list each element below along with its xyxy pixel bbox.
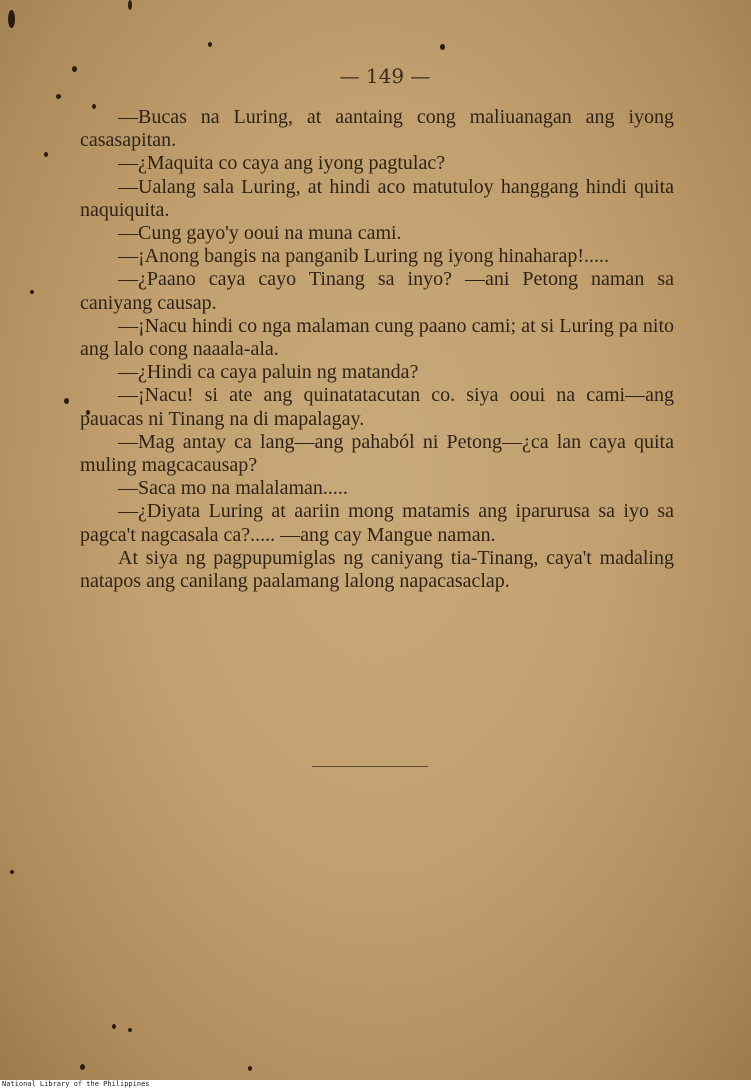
- paragraph: —Bucas na Luring, at aantaing cong maliuanagan ang iyong casasapitan.: [80, 106, 674, 152]
- page-number: — 149 —: [339, 64, 431, 88]
- ink-spot: [8, 10, 15, 28]
- ink-spot: [112, 1024, 116, 1029]
- ink-spot: [10, 870, 14, 874]
- ink-spot: [440, 44, 445, 50]
- paragraph: —¿Diyata Luring at aariin mong matamis ang iparurusa sa iyo sa pagca't nagcasala ca?..... —ang cay Mangue naman.: [80, 500, 674, 546]
- ink-spot: [128, 0, 132, 10]
- paragraph: —¡Anong bangis na panganib Luring ng iyong hinaharap!.....: [118, 245, 610, 268]
- paragraph: At siya ng pagpupumiglas ng caniyang tia-Tinang, caya't madaling natapos ang canilang paalamang lalong napacasaclap.: [80, 546, 674, 593]
- paragraph: —¿Maquita co caya ang iyong pagtulac?: [118, 152, 446, 175]
- ink-spot: [64, 398, 69, 404]
- paragraph: —¡Nacu! si ate ang quinatatacutan co. siya ooui na cami—ang pauacas ni Tinang na di mapalagay.: [80, 384, 674, 430]
- body-text: [80, 106, 674, 593]
- ink-spot: [56, 94, 61, 99]
- paragraph: —¿Paano caya cayo Tinang sa inyo? —ani Petong naman sa caniyang causap.: [80, 268, 674, 314]
- ink-spot: [44, 152, 48, 157]
- ink-spot: [30, 290, 34, 294]
- ink-spot: [72, 66, 77, 72]
- footer-credit: National Library of the Philippines: [2, 1080, 150, 1088]
- paragraph: —Saca mo na malalaman.....: [118, 477, 348, 500]
- ink-spot: [248, 1066, 252, 1071]
- paragraph: —¡Nacu hindi co nga malaman cung paano cami; at si Luring pa nito ang lalo cong naaala-ala.: [80, 314, 674, 361]
- ink-spot: [80, 1064, 85, 1070]
- end-rule: [312, 766, 428, 767]
- paragraph: —Cung gayo'y ooui na muna cami.: [118, 222, 402, 245]
- paragraph: —Mag antay ca lang—ang pahaból ni Petong—¿ca lan caya quita muling magcacausap?: [80, 430, 674, 477]
- ink-spot: [208, 42, 212, 47]
- paragraph: —Ualang sala Luring, at hindi aco matutuloy hanggang hindi quita naquiquita.: [80, 175, 674, 221]
- ink-spot: [128, 1028, 132, 1032]
- paragraph: —¿Hindi ca caya paluin ng matanda?: [118, 361, 419, 384]
